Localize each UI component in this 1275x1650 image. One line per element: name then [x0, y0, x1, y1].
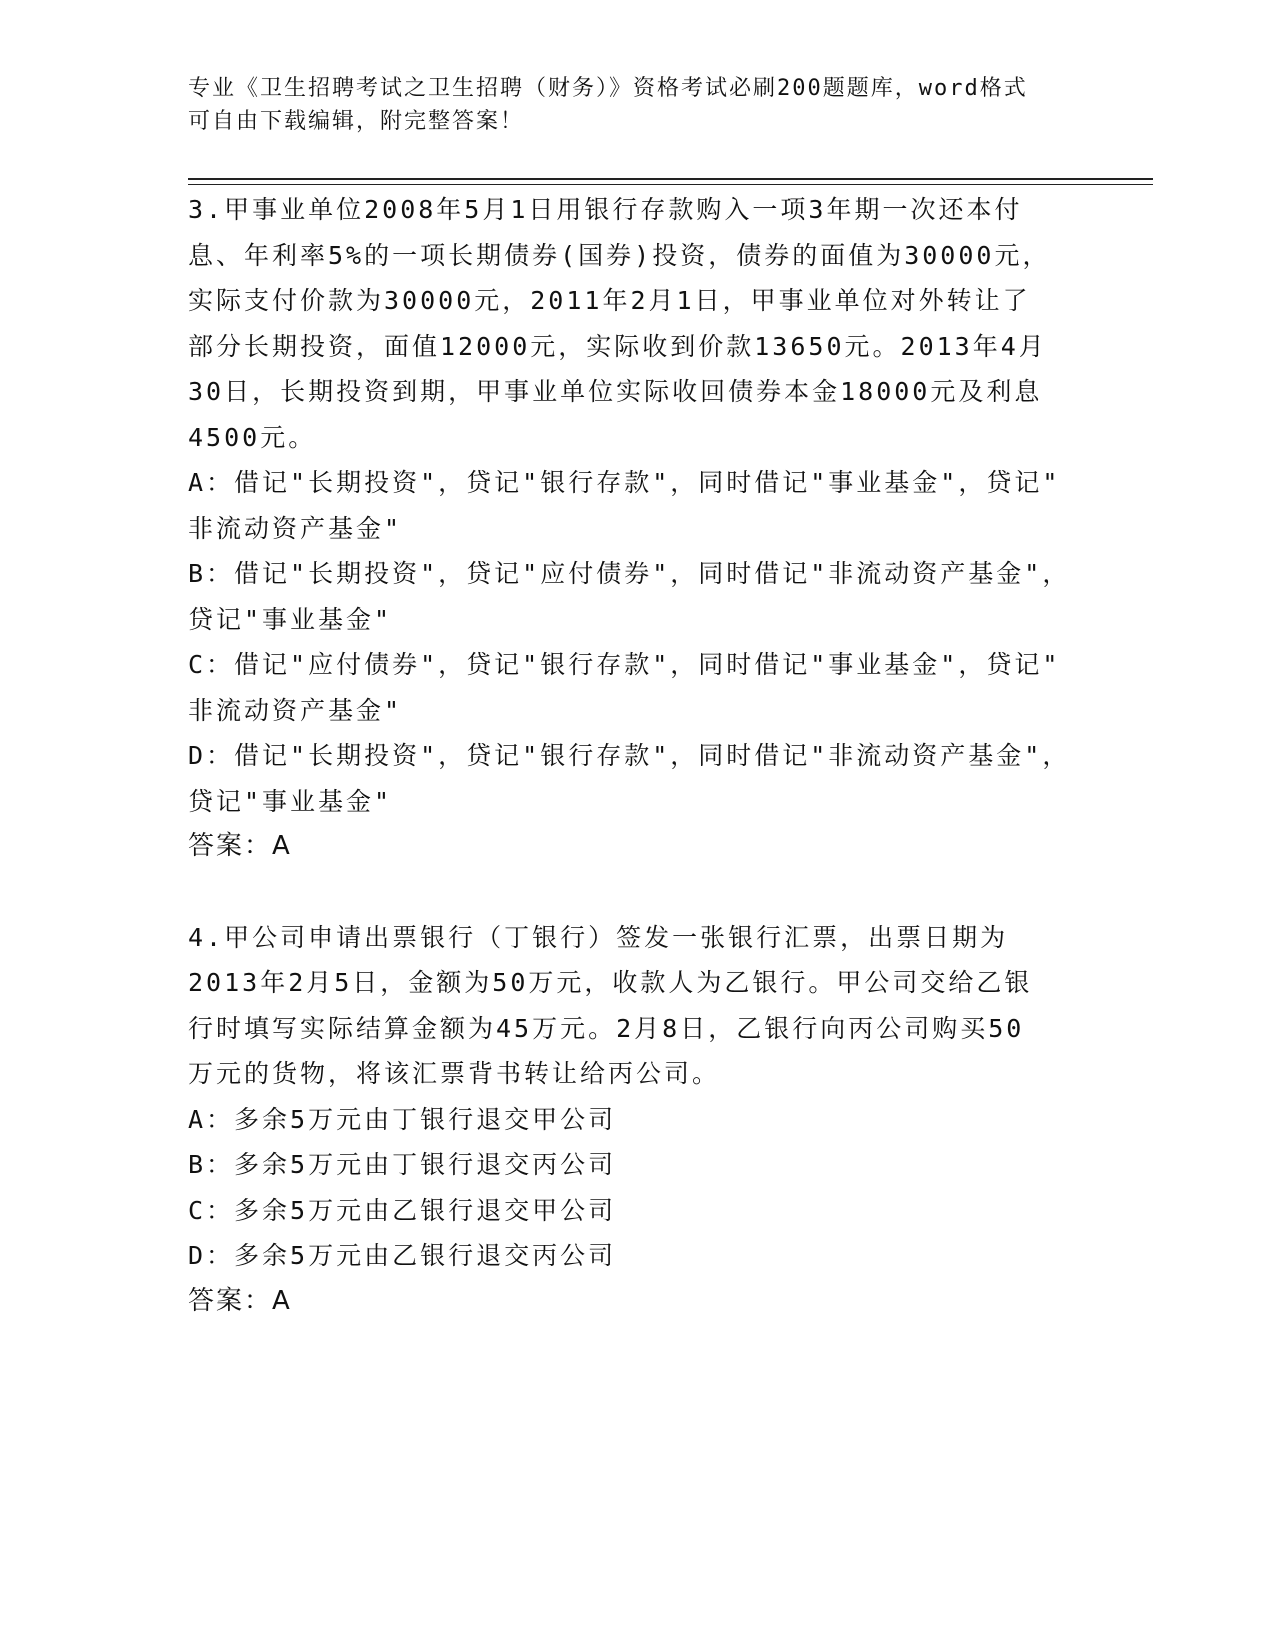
- question-stem-line: 实际支付价款为30000元，2011年2月1日，甲事业单位对外转让了: [188, 286, 1031, 315]
- header-line: 专业《卫生招聘考试之卫生招聘（财务）》资格考试必刷200题题库，word格式: [188, 76, 1028, 101]
- question-stem-line: 2013年2月5日，金额为50万元，收款人为乙银行。甲公司交给乙银: [188, 968, 1033, 997]
- question-stem-line: 3.甲事业单位2008年5月1日用银行存款购入一项3年期一次还本付: [188, 195, 1023, 224]
- option-a-line: A：借记"长期投资"，贷记"银行存款"，同时借记"事业基金"，贷记": [188, 468, 1061, 497]
- question-stem-line: 30日，长期投资到期，甲事业单位实际收回债券本金18000元及利息: [188, 377, 1043, 406]
- option-a-line: A：多余5万元由丁银行退交甲公司: [188, 1104, 617, 1134]
- question-stem-line: 万元的货物，将该汇票背书转让给丙公司。: [188, 1059, 721, 1088]
- question-stem-line: 部分长期投资，面值12000元，实际收到价款13650元。2013年4月: [188, 331, 1047, 361]
- question-stem-line: 4.甲公司申请出票银行（丁银行）签发一张银行汇票，出票日期为: [188, 922, 1009, 952]
- question-stem-line: 息、年利率5%的一项长期债券(国券)投资，债券的面值为30000元，: [188, 240, 1051, 270]
- question-list: [188, 187, 1088, 1324]
- option-b-line: 贷记"事业基金": [188, 604, 393, 634]
- question-stem-line: 4500元。: [188, 422, 317, 452]
- document-header: [188, 72, 1068, 138]
- option-c-line: 非流动资产基金": [188, 695, 403, 725]
- question-spacer: [188, 870, 1088, 915]
- option-b-line: B：借记"长期投资"，贷记"应付债券"，同时借记"非流动资产基金"，: [188, 559, 1071, 588]
- option-a-line: 非流动资产基金": [188, 513, 403, 543]
- option-d-line: D：多余5万元由乙银行退交丙公司: [188, 1241, 617, 1270]
- option-d-line: D：借记"长期投资"，贷记"银行存款"，同时借记"非流动资产基金"，: [188, 741, 1071, 770]
- question-4: [188, 915, 1088, 1325]
- option-c-line: C：多余5万元由乙银行退交甲公司: [188, 1195, 617, 1225]
- answer-label: 答案：A: [188, 1285, 292, 1316]
- header-line: 可自由下载编辑，附完整答案！: [188, 109, 525, 134]
- question-stem-line: 行时填写实际结算金额为45万元。2月8日，乙银行向丙公司购买50: [188, 1013, 1025, 1043]
- question-3: [188, 187, 1088, 870]
- option-d-line: 贷记"事业基金": [188, 786, 393, 816]
- header-divider: [188, 178, 1153, 185]
- option-c-line: C：借记"应付债券"，贷记"银行存款"，同时借记"事业基金"，贷记": [188, 650, 1061, 679]
- answer-label: 答案：A: [188, 831, 292, 861]
- option-b-line: B：多余5万元由丁银行退交丙公司: [188, 1150, 617, 1179]
